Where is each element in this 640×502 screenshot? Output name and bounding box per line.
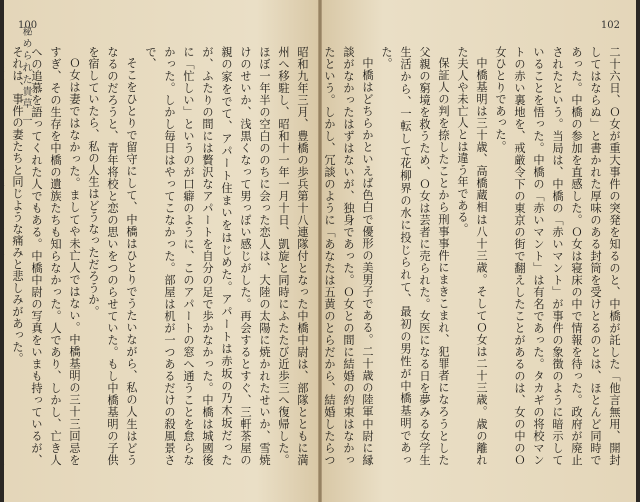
left-page xyxy=(4,0,320,502)
paragraph: そこをひとりで留守にして、中橋はひとりでうたいながら、私の人生はどうなるのだろうと、青年将校と恋の思いをつのらせていた。もし中橋基明の子供を宿していたら、私の人生はどうなっただろうか。 xyxy=(87,46,138,466)
paragraph: 昭和九年三月、豊橋の歩兵第十八連隊付となった中橋中尉は、部隊とともに満州へ移駐し、昭和十一年一月十日、凱旋と同時にふたたび近歩三へ復帰した。ほぼ一年半の空白ののちに会った恋人は、大陸の太陽に焼かれたせいか、雪焼けのせいか、浅黒くなって男っぽい感じがした。再会するとすぐ、三軒茶屋の親の家をでて、アパート住まいをはじめた。アパートは赤坂の乃木坂だったが、ふたりの間には贅沢なアパートを自分の足で歩かなかった。中橋は城國後に「忙しい」というのが口癖のように、このアパートの窓へ通うことを怠らなかった。しかし毎日はやってこなかった。部屋は机が一つあるだけの殺風景さで、 xyxy=(144,46,309,466)
book-gutter xyxy=(318,0,322,502)
paragraph: 中橋はどちらかといえば色白で優形の美男子である。二十歳の陸軍中尉に縁談がなかったはずはないが、独身であった。Ｏ女との間に結婚の約束はなかったという。しかし、冗談のように「あなたは五黄のとらだから、結婚したらつ xyxy=(323,46,374,466)
page-number: 100 xyxy=(18,20,38,31)
page-number: 102 xyxy=(600,20,620,31)
right-page xyxy=(320,0,636,502)
running-head: 秘められた貴草 一 xyxy=(20,26,31,128)
paragraph: 二十六日、Ｏ女が重大事件の突発を知るのと、中橋が託した「他言無用、開封してはならぬ」と書かれた厚味のある封筒を受けとるのとは、ほとんど同時であった。中橋の参加を直感した。Ｏ女は寝床の中で情報を待った。政府が廃止されたという。当局は、中橋の「赤いマント」が事件の象徴のように暗示していることを悟った。中橋の「赤いマント」は有名であった。タカギの将校マントの赤い裏地を、戒厳令下の東京の街で翻えしたことがあるのは、女の中のＯ女ひとりであった。 xyxy=(494,46,621,466)
book-spread xyxy=(4,0,636,502)
left-page-body xyxy=(11,46,312,466)
paragraph xyxy=(4,46,8,466)
paragraph: Ｏ女は妻ではなかった。ましてや未亡人ではない。中橋基明の三十三回忌をすぎ、その生存を中橋の遺族たちも知らなかった。人であり、しかし、亡き人への追慕を語ってくれた人でもある。中橋中尉の写真をいまも持っているが、それは、事件の妻たちと同じような痛みと悲しみがあった。 xyxy=(11,46,81,466)
paragraph: 保証人の判を捺したことから刑事事件にまきこまれ、犯罪者になろうとした父親の窮境を救うため、Ｏ女は芸者に売られた。女医になる日を夢みる女学生生活から、一転して花柳界の水に投じられて、最初の男性が中橋基明であった。 xyxy=(380,46,450,466)
right-page-body xyxy=(323,46,624,466)
paragraph: 中橋基明は三十歳、高橋蔵相は八十三歳。そしてＯ女は二十三歳。歳の離れた夫人や未亡人とは違う年である。 xyxy=(456,46,488,466)
